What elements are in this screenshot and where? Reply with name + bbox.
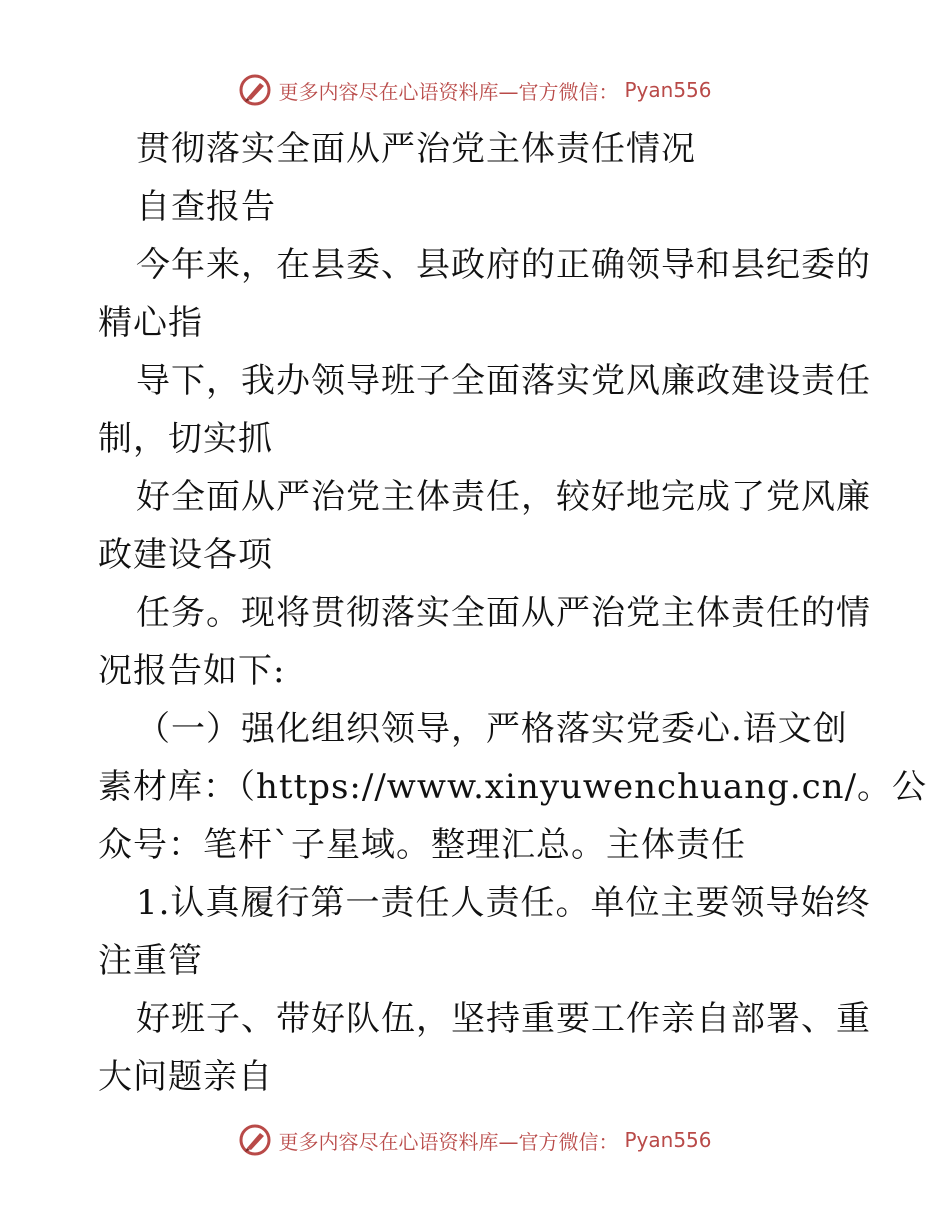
footer-banner <box>0 1120 950 1160</box>
header-banner-text: 更多内容尽在心语资料库—官方微信： <box>278 79 619 104</box>
text-line: 制，切实抓 <box>98 419 273 459</box>
text-line: 况报告如下: <box>98 651 286 691</box>
text-line: （一）强化组织领导，严格落实党委心.语文创 <box>136 709 848 749</box>
text-line: 众号：笔杆`子星域。整理汇总。主体责任 <box>98 825 746 865</box>
text-line: 注重管 <box>98 941 203 981</box>
text-line: 贯彻落实全面从严治党主体责任情况 <box>136 129 696 169</box>
pen-logo-icon <box>238 1123 272 1157</box>
text-line: 大问题亲自 <box>98 1057 273 1097</box>
text-line: 1.认真履行第一责任人责任。单位主要领导始终 <box>136 883 871 923</box>
pen-logo-icon <box>238 73 272 107</box>
text-line: 今年来，在县委、县政府的正确领导和县纪委的 <box>136 245 871 285</box>
text-line: 政建设各项 <box>98 535 273 575</box>
document-body <box>98 120 928 1106</box>
text-line: 好全面从严治党主体责任，较好地完成了党风廉 <box>136 477 871 517</box>
text-line: 自查报告 <box>136 187 276 227</box>
footer-banner-text: 更多内容尽在心语资料库—官方微信： <box>278 1129 619 1154</box>
header-banner <box>0 70 950 110</box>
text-line: 精心指 <box>98 303 203 343</box>
text-line: 素材库：（https://www.xinyuwenchuang.cn/。公 <box>98 767 928 807</box>
header-banner-wechat: Pyan556 <box>624 78 712 102</box>
text-line: 导下，我办领导班子全面落实党风廉政建设责任 <box>136 361 871 401</box>
text-line: 任务。现将贯彻落实全面从严治党主体责任的情 <box>136 593 871 633</box>
text-line: 好班子、带好队伍，坚持重要工作亲自部署、重 <box>136 999 871 1039</box>
footer-banner-wechat: Pyan556 <box>624 1128 712 1152</box>
